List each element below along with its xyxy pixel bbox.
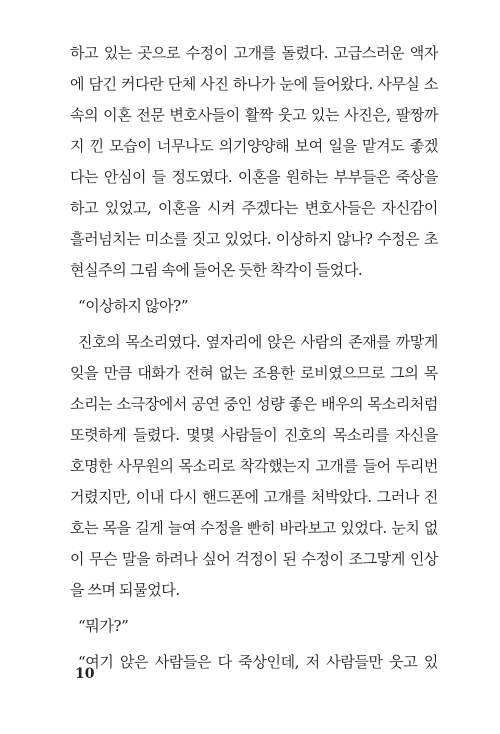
text-line: 거렸지만, 이내 다시 핸드폰에 고개를 처박았다. 그러나 진 (70, 488, 438, 506)
text-line: 을 쓰며 되물었다. (70, 581, 180, 599)
dialogue-line: “이상하지 않아?” (78, 297, 189, 315)
text-line: 다는 안심이 들 정도였다. 이혼을 원하는 부부들은 죽상을 (70, 168, 438, 186)
body-text (70, 38, 438, 678)
text-line: 잊을 만큼 대화가 전혀 없는 조용한 로비였으므로 그의 목 (70, 364, 438, 382)
text-line: 이 무슨 말을 하려나 싶어 걱정이 된 수정이 조그맣게 인상 (70, 550, 438, 568)
text-line: 흘러넘치는 미소를 짓고 있었다. 이상하지 않나? 수정은 초 (70, 230, 438, 248)
text-line: 호는 목을 길게 늘여 수정을 빤히 바라보고 있었다. 눈치 없 (70, 519, 438, 537)
text-line: 하고 있는 곳으로 수정이 고개를 돌렸다. 고급스러운 액자 (70, 44, 438, 62)
text-line: 속의 이혼 전문 변호사들이 활짝 웃고 있는 사진은, 팔짱까 (70, 106, 438, 124)
text-line: 지 낀 모습이 너무나도 의기양양해 보여 일을 맡겨도 좋겠 (70, 137, 438, 155)
text-line: 소리는 소극장에서 공연 중인 성량 좋은 배우의 목소리처럼 (70, 395, 438, 413)
text-line: 호명한 사무원의 목소리로 착각했는지 고개를 들어 두리번 (70, 457, 438, 475)
text-line: 현실주의 그림 속에 들어온 듯한 착각이 들었다. (70, 261, 363, 279)
dialogue-line: “여기 앉은 사람들은 다 죽상인데, 저 사람들만 웃고 있 (78, 653, 438, 671)
page-number: 10 (75, 666, 95, 682)
dialogue-line: “뭐가?” (78, 617, 129, 635)
text-line: 또렷하게 들렸다. 몇몇 사람들이 진호의 목소리를 자신을 (70, 426, 438, 444)
text-line: 하고 있었고, 이혼을 시켜 주겠다는 변호사들은 자신감이 (70, 199, 438, 217)
text-line: 에 담긴 커다란 단체 사진 하나가 눈에 들어왔다. 사무실 소 (70, 75, 438, 93)
text-line: 진호의 목소리였다. 옆자리에 앉은 사람의 존재를 까맣게 (78, 333, 438, 351)
